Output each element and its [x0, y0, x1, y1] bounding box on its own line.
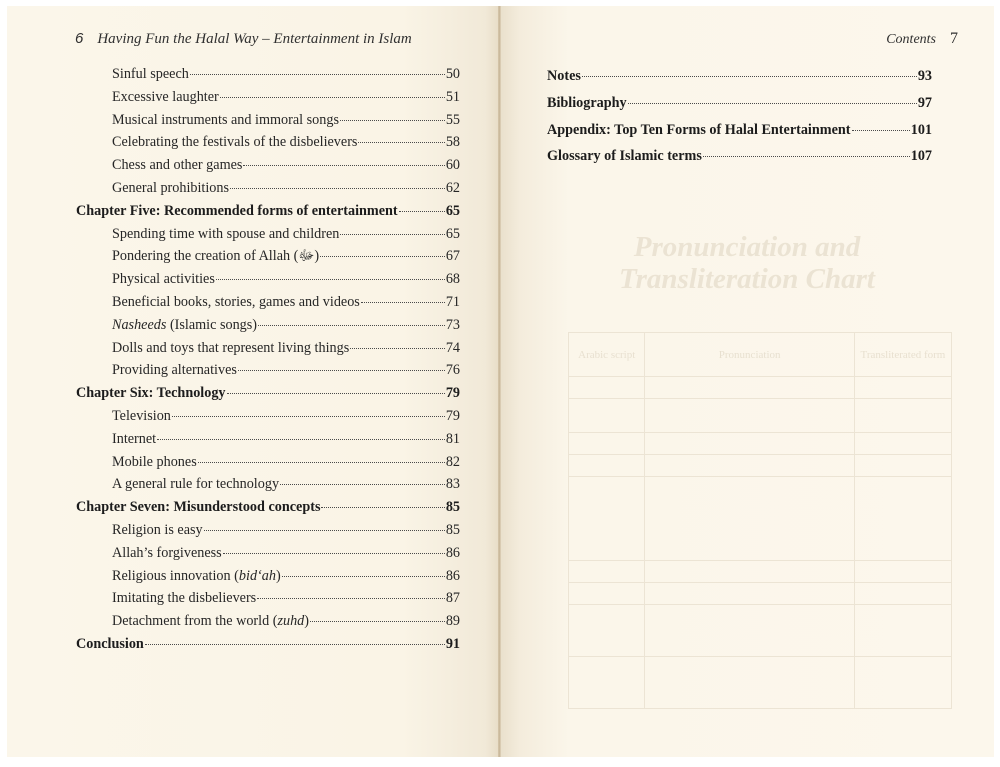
toc-section-entry — [76, 590, 460, 613]
toc-entry-title: Glossary of Islamic terms — [547, 148, 702, 165]
toc-page-number: 74 — [445, 339, 460, 356]
toc-entry-title: Beneficial books, stories, games and videos — [112, 293, 360, 310]
contents-heading: Contents — [886, 32, 936, 47]
toc-page-number: 51 — [445, 88, 460, 105]
dot-leader — [230, 188, 445, 189]
toc-entry-title: Chapter Six: Technology — [76, 385, 226, 402]
toc-entry-title-suffix: (Islamic songs) — [166, 316, 258, 333]
show-through-cell — [645, 605, 854, 657]
toc-entry-title-prefix: Detachment from the world ( — [112, 613, 278, 630]
show-through-cell — [854, 433, 951, 455]
show-through-cell — [854, 583, 951, 605]
toc-page-number: 86 — [445, 544, 460, 561]
toc-chapter-entry — [76, 499, 460, 522]
dot-leader — [145, 644, 445, 645]
dot-leader — [227, 393, 445, 394]
show-through-cell — [645, 477, 854, 561]
toc-section-entry — [76, 112, 460, 135]
toc-page-number: 65 — [445, 202, 460, 219]
show-through-cell — [645, 657, 854, 709]
dot-leader — [340, 120, 445, 121]
dot-leader — [190, 74, 445, 75]
show-through-cell — [569, 455, 645, 477]
dot-leader — [216, 279, 445, 280]
toc-page-number: 82 — [445, 453, 460, 470]
show-through-cell — [569, 657, 645, 709]
toc-page-number: 86 — [445, 567, 460, 584]
toc-page-number: 65 — [445, 225, 460, 242]
show-through-cell — [854, 561, 951, 583]
toc-entry-title: Spending time with spouse and children — [112, 225, 340, 242]
dot-leader — [340, 234, 444, 235]
show-through-title: Pronunciation and Transliteration Chart — [619, 231, 875, 295]
toc-entry-title: Dolls and toys that represent living things — [112, 339, 350, 356]
dot-leader — [350, 348, 445, 349]
book-spread — [7, 6, 994, 757]
show-through-cell — [645, 377, 854, 399]
show-through-cell — [854, 377, 951, 399]
dot-leader — [358, 142, 444, 143]
show-through-cell — [645, 399, 854, 433]
toc-entry-title-italic: bid‘ah — [238, 567, 276, 584]
toc-entry-title: Excessive laughter — [112, 88, 219, 105]
show-through-cell — [854, 477, 951, 561]
toc-page-number: 58 — [445, 134, 460, 151]
toc-page-number: 67 — [445, 248, 460, 265]
show-through-cell — [569, 583, 645, 605]
toc-section-entry — [76, 362, 460, 385]
toc-chapter-entry — [76, 203, 460, 226]
toc-section-entry — [76, 248, 460, 271]
dot-leader — [852, 130, 910, 131]
show-through-cell — [854, 605, 951, 657]
toc-entry-title-italic: zuhd — [277, 613, 305, 630]
toc-page-number: 83 — [445, 476, 460, 493]
toc-entry-title-italic: Nasheeds — [112, 316, 167, 333]
toc-page-number: 55 — [445, 111, 460, 128]
book-title: Having Fun the Halal Way – Entertainment in Islam — [97, 31, 412, 47]
toc-page-number: 87 — [445, 590, 460, 607]
toc-list-right — [547, 68, 932, 175]
toc-chapter-entry — [547, 68, 932, 95]
toc-section-entry — [76, 134, 460, 157]
toc-section-entry — [76, 545, 460, 568]
dot-leader — [282, 576, 445, 577]
toc-entry-title: Bibliography — [547, 94, 627, 111]
toc-chapter-entry — [547, 95, 932, 122]
dot-leader — [204, 530, 445, 531]
toc-entry-title: Chapter Five: Recommended forms of entertainment — [76, 202, 398, 219]
toc-section-entry — [76, 294, 460, 317]
toc-entry-title: General prohibitions — [112, 179, 230, 196]
dot-leader — [703, 156, 910, 157]
dot-leader — [172, 416, 445, 417]
show-through-cell — [569, 477, 645, 561]
show-through-header-pronunciation: Pronunciation — [645, 333, 854, 377]
dot-leader — [399, 211, 445, 212]
show-through-cell — [854, 657, 951, 709]
toc-chapter-entry — [76, 385, 460, 408]
dot-leader — [220, 97, 445, 98]
toc-page-number: 97 — [917, 94, 932, 111]
dot-leader — [361, 302, 445, 303]
toc-entry-title: Mobile phones — [112, 453, 197, 470]
toc-page-number: 76 — [445, 362, 460, 379]
toc-page-number: 107 — [910, 148, 932, 165]
dot-leader — [310, 621, 445, 622]
dot-leader — [257, 598, 445, 599]
right-page-number: 7 — [950, 30, 958, 47]
toc-entry-title-prefix: Religious innovation ( — [112, 567, 239, 584]
toc-page-number: 62 — [445, 179, 460, 196]
toc-entry-title: Pondering the creation of Allah (ﷻ) — [112, 248, 320, 265]
toc-entry-title — [112, 568, 281, 584]
show-through-cell — [569, 377, 645, 399]
toc-entry-title: Sinful speech — [112, 66, 189, 82]
show-through-cell — [645, 433, 854, 455]
toc-entry-title: Allah’s forgiveness — [112, 544, 222, 561]
toc-section-entry — [76, 431, 460, 454]
toc-page-number: 91 — [445, 635, 460, 652]
toc-entry-title: A general rule for technology — [112, 476, 280, 493]
toc-section-entry — [76, 89, 460, 112]
dot-leader — [321, 507, 444, 508]
toc-entry-title — [112, 317, 257, 333]
toc-entry-title — [112, 613, 309, 629]
toc-section-entry — [76, 317, 460, 340]
show-through-cell — [645, 561, 854, 583]
toc-page-number: 60 — [445, 157, 460, 174]
dot-leader — [320, 256, 445, 257]
toc-section-entry — [76, 340, 460, 363]
show-through-header-transliterated: Transliterated form — [854, 333, 951, 377]
toc-section-entry — [76, 226, 460, 249]
toc-entry-title: Internet — [112, 430, 157, 447]
left-page-number: 6 — [75, 30, 84, 47]
left-page — [7, 6, 500, 757]
show-through-cell — [645, 583, 854, 605]
toc-chapter-entry — [547, 122, 932, 149]
toc-page-number: 101 — [910, 121, 932, 138]
right-running-head — [886, 30, 958, 48]
dot-leader — [258, 325, 445, 326]
show-through-cell — [854, 399, 951, 433]
dot-leader — [243, 165, 444, 166]
toc-page-number: 50 — [445, 66, 460, 82]
toc-entry-title: Chess and other games — [112, 157, 243, 174]
toc-page-number: 85 — [445, 521, 460, 538]
toc-entry-title-suffix: ) — [275, 567, 281, 584]
toc-page-number: 73 — [445, 316, 460, 333]
toc-section-entry — [76, 271, 460, 294]
toc-entry-title: Religion is easy — [112, 521, 203, 538]
toc-entry-title: Notes — [547, 68, 581, 84]
show-through-table — [568, 332, 952, 709]
toc-entry-title: Conclusion — [76, 635, 144, 652]
dot-leader — [582, 76, 917, 77]
toc-page-number: 89 — [445, 613, 460, 630]
dot-leader — [198, 462, 445, 463]
show-through-header-arabic: Arabic script — [569, 333, 645, 377]
toc-chapter-entry — [76, 636, 460, 659]
toc-page-number: 68 — [445, 271, 460, 288]
toc-entry-title: Celebrating the festivals of the disbelievers — [112, 134, 358, 151]
toc-section-entry — [76, 66, 460, 89]
show-through-cell — [645, 455, 854, 477]
dot-leader — [238, 370, 445, 371]
toc-entry-title: Chapter Seven: Misunderstood concepts — [76, 499, 321, 516]
toc-page-number: 93 — [917, 68, 932, 84]
dot-leader — [157, 439, 445, 440]
toc-section-entry — [76, 408, 460, 431]
toc-section-entry — [76, 522, 460, 545]
toc-page-number: 79 — [445, 385, 460, 402]
left-running-head — [75, 30, 412, 48]
toc-entry-title: Physical activities — [112, 271, 215, 288]
toc-entry-title: Providing alternatives — [112, 362, 237, 379]
show-through-cell — [569, 605, 645, 657]
toc-entry-title-suffix: ) — [304, 613, 310, 630]
book-spine — [498, 6, 501, 757]
toc-entry-title: Television — [112, 407, 171, 424]
dot-leader — [223, 553, 445, 554]
show-through-cell — [569, 561, 645, 583]
toc-page-number: 85 — [445, 499, 460, 516]
dot-leader — [280, 484, 445, 485]
toc-entry-title: Appendix: Top Ten Forms of Halal Entertainment — [547, 121, 851, 138]
toc-section-entry — [76, 476, 460, 499]
toc-page-number: 79 — [445, 407, 460, 424]
toc-entry-title: Imitating the disbelievers — [112, 590, 257, 607]
show-through-cell — [569, 399, 645, 433]
toc-section-entry — [76, 454, 460, 477]
toc-page-number: 81 — [445, 430, 460, 447]
show-through-cell — [854, 455, 951, 477]
toc-chapter-entry — [547, 148, 932, 175]
toc-page-number: 71 — [445, 293, 460, 310]
toc-entry-title: Musical instruments and immoral songs — [112, 111, 339, 128]
toc-section-entry — [76, 568, 460, 591]
toc-section-entry — [76, 157, 460, 180]
toc-section-entry — [76, 613, 460, 636]
toc-list-left — [76, 66, 460, 659]
toc-section-entry — [76, 180, 460, 203]
dot-leader — [628, 103, 917, 104]
show-through-cell — [569, 433, 645, 455]
